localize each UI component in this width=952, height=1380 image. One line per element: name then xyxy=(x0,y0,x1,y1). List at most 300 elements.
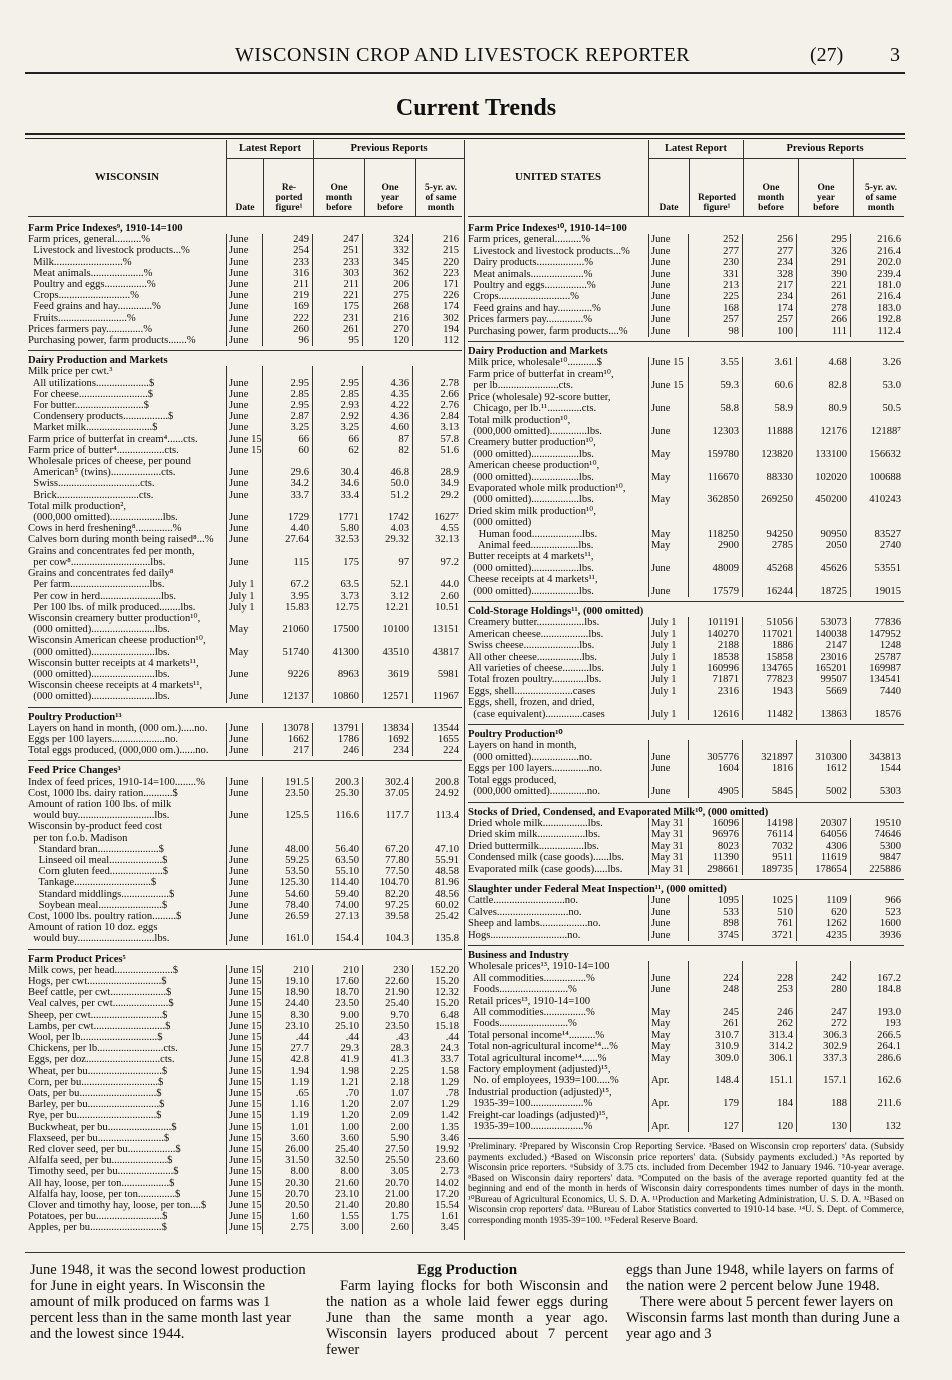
five-year-avg-value xyxy=(412,546,462,557)
row-date: July 1 xyxy=(648,640,688,651)
reported-value: 168 xyxy=(688,303,742,314)
row-date: Apr. xyxy=(648,1075,688,1086)
five-year-avg-value xyxy=(850,415,904,426)
year-before-value xyxy=(796,961,850,972)
row-label: Veal calves, per cwt.....................$ xyxy=(28,998,174,1010)
row-date: June xyxy=(648,314,688,325)
row-label: Feed grains and hay.............% xyxy=(28,301,161,313)
year-before-value: 20307 xyxy=(796,818,850,829)
five-year-avg-value: 15.54 xyxy=(412,1200,462,1211)
month-before-value xyxy=(312,680,362,691)
year-before-value xyxy=(796,517,850,528)
year-before-value: 362 xyxy=(362,268,412,279)
five-year-avg-value: 2.66 xyxy=(412,389,462,400)
month-before-value: 21.40 xyxy=(312,1200,362,1211)
five-year-avg-value xyxy=(412,613,462,624)
reported-value: 71871 xyxy=(688,674,742,685)
table-row xyxy=(28,1110,462,1121)
row-date: June xyxy=(648,763,688,774)
table-row xyxy=(468,257,904,268)
month-before-value: 23.50 xyxy=(312,998,362,1009)
five-year-avg-value: 3936 xyxy=(850,930,904,941)
table-row xyxy=(468,291,904,302)
table-row xyxy=(28,490,462,501)
table-row xyxy=(28,366,462,377)
row-date: June xyxy=(648,907,688,918)
year-before-value: 28.3 xyxy=(362,1043,412,1054)
reported-value: 362850 xyxy=(688,494,742,505)
row-label: Buckwheat, per bu........................$ xyxy=(28,1121,177,1133)
month-before-value: 3.61 xyxy=(742,357,796,368)
five-year-avg-value xyxy=(850,460,904,471)
table-row xyxy=(468,674,904,685)
five-year-avg-value: 83527 xyxy=(850,529,904,540)
row-date: June xyxy=(226,734,262,745)
year-before-value: 50.0 xyxy=(362,478,412,489)
year-before-value xyxy=(796,369,850,380)
month-before-value: 234 xyxy=(742,257,796,268)
row-date: May xyxy=(648,540,688,551)
row-label: (000 omitted)........................lbs. xyxy=(28,646,170,658)
row-date: June 15 xyxy=(648,380,688,391)
table-row xyxy=(468,551,904,562)
footnotes: ¹Preliminary. ²Prepared by Wisconsin Crop Reporting Service. ³Based on Wisconsin crop reporters' data. (Subsidy payments excluded.) ⁴Based on Wisconsin price reporters' data. (Subsidy payments excluded.) ⁵As reported by Wisconsin price reporters. ⁶Subsidy of 3.75 cts. included from December 1942 to January 1946. ⁷10-year average. ⁸Based on Wisconsin dairy reporters' data. ⁹Computed on the basis of the average reported quantity fed at the beginning and end of the month in herds of Wisconsin dairy correspondents times number of days in the month. ¹⁰Bureau of Agricultural Economics, U. S. D. A. ¹¹Production and Marketing Administration, U. S. D. A. ¹²Based on Wisconsin crop reporters' data. ¹³Bureau of Labor Statistics converted to 1910-14 base. ¹⁴U. S. Dept. of Commerce, corresponding month 1935-39=100. ¹⁵Federal Reserve Board. xyxy=(468,1138,904,1226)
year-before-heading: One year before xyxy=(364,159,415,216)
row-label: All hay, loose, per ton..................$ xyxy=(28,1177,175,1189)
reported-value: 252 xyxy=(688,234,742,245)
row-date xyxy=(648,517,688,528)
five-year-avg-value: 10.51 xyxy=(412,602,462,613)
year-before-value: 302.9 xyxy=(796,1041,850,1052)
year-before-value xyxy=(796,574,850,585)
five-year-avg-value: 1544 xyxy=(850,763,904,774)
month-before-value: 189735 xyxy=(742,864,796,875)
month-before-value: 1.21 xyxy=(312,1077,362,1088)
reported-value: 29.6 xyxy=(262,467,312,478)
row-label: All varieties of cheese..........lbs. xyxy=(468,663,604,675)
row-label: Swiss...............................cts. xyxy=(28,478,155,490)
reported-value: 23.50 xyxy=(262,788,312,799)
row-date: June 15 xyxy=(226,1054,262,1065)
year-before-value: 99507 xyxy=(796,674,850,685)
row-label: Evaporated milk (case goods).....lbs. xyxy=(468,863,623,875)
row-label: Potatoes, per bu.........................$ xyxy=(28,1211,168,1223)
row-label: Evaporated whole milk production¹⁰, xyxy=(468,482,626,494)
reported-value: 316 xyxy=(262,268,312,279)
month-before-value: 17.60 xyxy=(312,976,362,987)
year-before-value xyxy=(796,483,850,494)
row-date: June xyxy=(226,335,262,346)
row-label: Milk..........................% xyxy=(28,256,132,268)
reported-value xyxy=(262,456,312,467)
table-row xyxy=(28,788,462,799)
year-before-value xyxy=(796,1110,850,1121)
year-before-value: 53073 xyxy=(796,617,850,628)
row-date: June 15 xyxy=(226,1200,262,1211)
year-before-value: 3619 xyxy=(362,669,412,680)
row-date xyxy=(648,551,688,562)
table-row xyxy=(468,829,904,840)
table-row xyxy=(28,658,462,669)
year-before-value: 280 xyxy=(796,984,850,995)
year-before-value: 1742 xyxy=(362,512,412,523)
year-before-value: 4.36 xyxy=(362,378,412,389)
row-label: Butter receipts at 4 markets¹¹, xyxy=(468,551,594,563)
section-heading: Dairy Production and Markets xyxy=(468,341,904,357)
year-before-value: 25.40 xyxy=(362,998,412,1009)
table-row xyxy=(28,245,462,256)
reported-value: 20.70 xyxy=(262,1189,312,1200)
row-label: Flaxseed, per bu.........................$ xyxy=(28,1132,170,1144)
table-row xyxy=(28,268,462,279)
row-label: Creamery butter production¹⁰, xyxy=(468,437,596,449)
reported-value: 16096 xyxy=(688,818,742,829)
latest-report-heading: Latest Report xyxy=(227,140,313,159)
month-before-value xyxy=(742,574,796,585)
row-label: Wholesale prices of cheese, per pound xyxy=(28,456,191,468)
five-year-avg-value: 1.35 xyxy=(412,1122,462,1133)
table-row xyxy=(468,326,904,337)
reported-value: 211 xyxy=(262,279,312,290)
table-row xyxy=(28,1155,462,1166)
row-label: Grains and concentrates fed per month, xyxy=(28,545,195,557)
five-year-avg-value: 60.02 xyxy=(412,900,462,911)
five-year-avg-value: 200.8 xyxy=(412,777,462,788)
reported-value xyxy=(262,658,312,669)
row-date: June 15 xyxy=(226,1110,262,1121)
table-row xyxy=(468,1098,904,1109)
month-before-value: 8.00 xyxy=(312,1166,362,1177)
reported-value: 148.4 xyxy=(688,1075,742,1086)
table-row xyxy=(468,483,904,494)
row-date: June xyxy=(226,933,262,944)
row-date xyxy=(648,1087,688,1098)
table-row xyxy=(468,460,904,471)
row-date xyxy=(648,740,688,751)
table-row xyxy=(28,911,462,922)
us-table xyxy=(468,140,904,1226)
year-before-value xyxy=(362,568,412,579)
row-label: Eggs per 100 layers....................no. xyxy=(28,733,179,745)
five-year-avg-value: 266.5 xyxy=(850,1030,904,1041)
year-before-value: 295 xyxy=(796,234,850,245)
month-before-value: 32.53 xyxy=(312,534,362,545)
five-year-avg-value: 216.4 xyxy=(850,246,904,257)
table-row xyxy=(468,574,904,585)
section-heading: Farm Product Prices⁵ xyxy=(28,949,462,965)
row-date: June 15 xyxy=(226,1066,262,1077)
reported-value: 140270 xyxy=(688,629,742,640)
row-label: Chickens, per lb.........................cts. xyxy=(28,1043,178,1055)
month-before-value: 1816 xyxy=(742,763,796,774)
row-date: June xyxy=(648,291,688,302)
reported-value: 1662 xyxy=(262,734,312,745)
reported-value: 298661 xyxy=(688,864,742,875)
month-before-value: 134765 xyxy=(742,663,796,674)
row-label: Farm prices, general..........% xyxy=(468,234,591,246)
row-date xyxy=(648,697,688,708)
year-before-value: 46.8 xyxy=(362,467,412,478)
reported-heading: Re- ported figure¹ xyxy=(263,159,314,216)
reported-value xyxy=(688,1110,742,1121)
month-before-value: 11888 xyxy=(742,426,796,437)
month-before-value: 175 xyxy=(312,301,362,312)
five-year-avg-value: 28.9 xyxy=(412,467,462,478)
row-label: For cheese..........................$ xyxy=(28,388,154,400)
reported-value xyxy=(688,775,742,786)
row-date: Apr. xyxy=(648,1098,688,1109)
month-before-value: .70 xyxy=(312,1088,362,1099)
five-year-avg-value: 17.20 xyxy=(412,1189,462,1200)
five-year-avg-value: 181.0 xyxy=(850,280,904,291)
row-label: Swiss cheese.....................lbs. xyxy=(468,640,595,652)
month-before-value: 1886 xyxy=(742,640,796,651)
row-date: June xyxy=(226,467,262,478)
row-label: Dried skim milk production¹⁰, xyxy=(468,505,597,517)
row-date xyxy=(226,833,262,844)
table-row xyxy=(28,810,462,821)
reported-value: 160996 xyxy=(688,663,742,674)
row-date: July 1 xyxy=(648,652,688,663)
year-before-value: 67.20 xyxy=(362,844,412,855)
year-before-value: 117.7 xyxy=(362,810,412,821)
row-date xyxy=(648,574,688,585)
row-label: Purchasing power, farm products....% xyxy=(468,325,628,337)
table-row xyxy=(468,403,904,414)
five-year-avg-value: 43817 xyxy=(412,647,462,658)
row-date: June xyxy=(648,786,688,797)
month-before-value: 9.00 xyxy=(312,1010,362,1021)
reported-value: 3.55 xyxy=(688,357,742,368)
table-row xyxy=(468,984,904,995)
row-label: Timothy seed, per bu.....................$ xyxy=(28,1166,179,1178)
month-before-value xyxy=(312,366,362,377)
reported-value xyxy=(688,483,742,494)
year-before-value xyxy=(362,680,412,691)
year-before-value xyxy=(362,658,412,669)
year-before-value: 3.12 xyxy=(362,591,412,602)
reported-value: 210 xyxy=(262,965,312,976)
row-label: per ton f.o.b. Madison xyxy=(28,832,128,844)
year-before-value: 1612 xyxy=(796,763,850,774)
row-label: Alfalfa seed, per bu.....................$ xyxy=(28,1155,173,1167)
table-row xyxy=(468,930,904,941)
month-before-value: 328 xyxy=(742,269,796,280)
table-row xyxy=(28,799,462,810)
table-bottom-rule xyxy=(25,1252,905,1253)
year-before-value: 332 xyxy=(362,245,412,256)
table-row xyxy=(468,449,904,460)
row-label: (000 omitted)........................lbs. xyxy=(28,668,170,680)
month-before-value: 27.13 xyxy=(312,911,362,922)
article-paragraph: Farm laying flocks for both Wisconsin and the nation as a whole laid fewer eggs during June than the same month a year ago. Wisconsin layers produced about 7 percent fewer xyxy=(326,1278,608,1358)
row-date: June xyxy=(226,400,262,411)
table-row xyxy=(468,629,904,640)
row-label: Alfalfa hay, loose, per ton..............$ xyxy=(28,1188,181,1200)
reported-value: 2316 xyxy=(688,686,742,697)
row-label: Beef cattle, per cwt.....................$ xyxy=(28,987,172,999)
month-before-value xyxy=(742,961,796,972)
reported-value: 249 xyxy=(262,234,312,245)
row-date: June xyxy=(226,478,262,489)
year-before-value: 188 xyxy=(796,1098,850,1109)
five-year-avg-value: 47.10 xyxy=(412,844,462,855)
row-date: June 15 xyxy=(226,1211,262,1222)
five-year-avg-value: 202.0 xyxy=(850,257,904,268)
five-year-avg-value: 48.56 xyxy=(412,889,462,900)
five-year-avg-value: 2.76 xyxy=(412,400,462,411)
reported-value: 78.40 xyxy=(262,900,312,911)
table-row xyxy=(28,1032,462,1043)
row-label: American cheese..................lbs. xyxy=(468,628,604,640)
row-date xyxy=(648,961,688,972)
table-row xyxy=(28,933,462,944)
month-before-value: 246 xyxy=(312,745,362,756)
row-date: July 1 xyxy=(648,663,688,674)
five-year-avg-value: 29.2 xyxy=(412,490,462,501)
row-label: (000 omitted)........................lbs. xyxy=(28,691,170,703)
month-before-value: 16244 xyxy=(742,586,796,597)
reported-value xyxy=(688,551,742,562)
row-label: (000,000 omitted)..............no. xyxy=(468,786,601,798)
reported-value: 19.10 xyxy=(262,976,312,987)
reported-value: 33.7 xyxy=(262,490,312,501)
month-before-value: 1.98 xyxy=(312,1066,362,1077)
reported-value: 159780 xyxy=(688,449,742,460)
reported-value xyxy=(262,613,312,624)
year-before-value: 247 xyxy=(796,1007,850,1018)
five-year-avg-value: 100688 xyxy=(850,472,904,483)
year-before-value: 2.00 xyxy=(362,1122,412,1133)
row-date xyxy=(648,415,688,426)
reported-value: 27.64 xyxy=(262,534,312,545)
month-before-value: 217 xyxy=(742,280,796,291)
five-year-avg-value: 12.32 xyxy=(412,987,462,998)
row-label: Wheat, per bu............................$ xyxy=(28,1065,168,1077)
year-before-value: 165201 xyxy=(796,663,850,674)
month-before-value: 15858 xyxy=(742,652,796,663)
year-before-value: 302.4 xyxy=(362,777,412,788)
month-before-value: 30.4 xyxy=(312,467,362,478)
year-before-value: 268 xyxy=(362,301,412,312)
reported-value: 27.7 xyxy=(262,1043,312,1054)
row-date: June xyxy=(226,691,262,702)
table-row xyxy=(468,973,904,984)
five-year-avg-value: 5300 xyxy=(850,841,904,852)
section-heading: Poultry Production¹³ xyxy=(28,707,462,723)
row-label: Linseed oil meal....................$ xyxy=(28,854,168,866)
reported-value: 51740 xyxy=(262,647,312,658)
five-year-avg-value: 3.46 xyxy=(412,1133,462,1144)
year-before-value: 97.25 xyxy=(362,900,412,911)
reported-value: 18538 xyxy=(688,652,742,663)
reported-value: 1.16 xyxy=(262,1099,312,1110)
month-before-value: 25.30 xyxy=(312,788,362,799)
reported-value xyxy=(688,961,742,972)
five-year-avg-value: 9847 xyxy=(850,852,904,863)
reported-value: 4.40 xyxy=(262,523,312,534)
row-date: June xyxy=(226,900,262,911)
row-date: June xyxy=(226,268,262,279)
year-before-value xyxy=(362,635,412,646)
wisconsin-table-header xyxy=(28,140,462,217)
table-row xyxy=(468,494,904,505)
year-before-value: 87 xyxy=(362,434,412,445)
month-before-value: 3.00 xyxy=(312,1222,362,1233)
table-row xyxy=(468,841,904,852)
table-row xyxy=(28,378,462,389)
reported-value: 309.0 xyxy=(688,1053,742,1064)
five-year-avg-value: 2740 xyxy=(850,540,904,551)
month-before-value: 1.20 xyxy=(312,1099,362,1110)
table-row xyxy=(468,775,904,786)
table-row xyxy=(28,579,462,590)
year-before-value: 4.35 xyxy=(362,389,412,400)
row-date: June xyxy=(648,918,688,929)
reported-value: 15.83 xyxy=(262,602,312,613)
row-label: Chicago, per lb.¹¹.............cts. xyxy=(468,403,597,415)
row-label: Layers on hand in month, (000 om.).....no. xyxy=(28,722,208,734)
table-row xyxy=(28,745,462,756)
reported-value: 219 xyxy=(262,290,312,301)
month-before-value xyxy=(312,799,362,810)
month-before-value: 1.00 xyxy=(312,1122,362,1133)
row-label: Amount of ration 100 lbs. of milk xyxy=(28,798,172,810)
table-row xyxy=(28,647,462,658)
month-before-value xyxy=(742,697,796,708)
month-before-value: 11482 xyxy=(742,709,796,720)
table-row xyxy=(28,434,462,445)
row-date xyxy=(226,635,262,646)
table-row xyxy=(28,445,462,456)
table-row xyxy=(28,669,462,680)
row-date: June 15 xyxy=(226,1077,262,1088)
table-row xyxy=(468,246,904,257)
row-date: June 15 xyxy=(226,1144,262,1155)
reported-value xyxy=(688,506,742,517)
five-year-avg-value: 33.7 xyxy=(412,1054,462,1065)
year-before-value: 4.60 xyxy=(362,422,412,433)
year-before-value: 2.07 xyxy=(362,1099,412,1110)
five-year-avg-value: 34.9 xyxy=(412,478,462,489)
reported-value: 245 xyxy=(688,1007,742,1018)
year-before-value: 41.3 xyxy=(362,1054,412,1065)
five-year-avg-value xyxy=(850,483,904,494)
year-before-value xyxy=(796,437,850,448)
year-before-value: 221 xyxy=(796,280,850,291)
row-label: (000 omitted)..................lbs. xyxy=(468,494,594,506)
reported-value: 3.60 xyxy=(262,1133,312,1144)
row-label: Barley, per bu...........................$ xyxy=(28,1099,165,1111)
five-year-avg-value xyxy=(850,369,904,380)
row-date: June xyxy=(648,303,688,314)
row-label: Lambs, per cwt...........................$ xyxy=(28,1020,171,1032)
month-before-value: 51056 xyxy=(742,617,796,628)
table-row xyxy=(28,855,462,866)
row-label: Foods..........................% xyxy=(468,984,577,996)
table-row xyxy=(28,680,462,691)
year-before-value: 9.70 xyxy=(362,1010,412,1021)
table-row xyxy=(28,1211,462,1222)
table-row xyxy=(28,234,462,245)
row-label: Market milk.........................$ xyxy=(28,422,158,434)
latest-report-group xyxy=(648,140,743,216)
row-label: Calves born during month being raised⁸...% xyxy=(28,534,214,546)
reported-value: 1.19 xyxy=(262,1110,312,1121)
table-row xyxy=(28,512,462,523)
reported-value: 116670 xyxy=(688,472,742,483)
row-label: (000 omitted) xyxy=(468,517,532,529)
